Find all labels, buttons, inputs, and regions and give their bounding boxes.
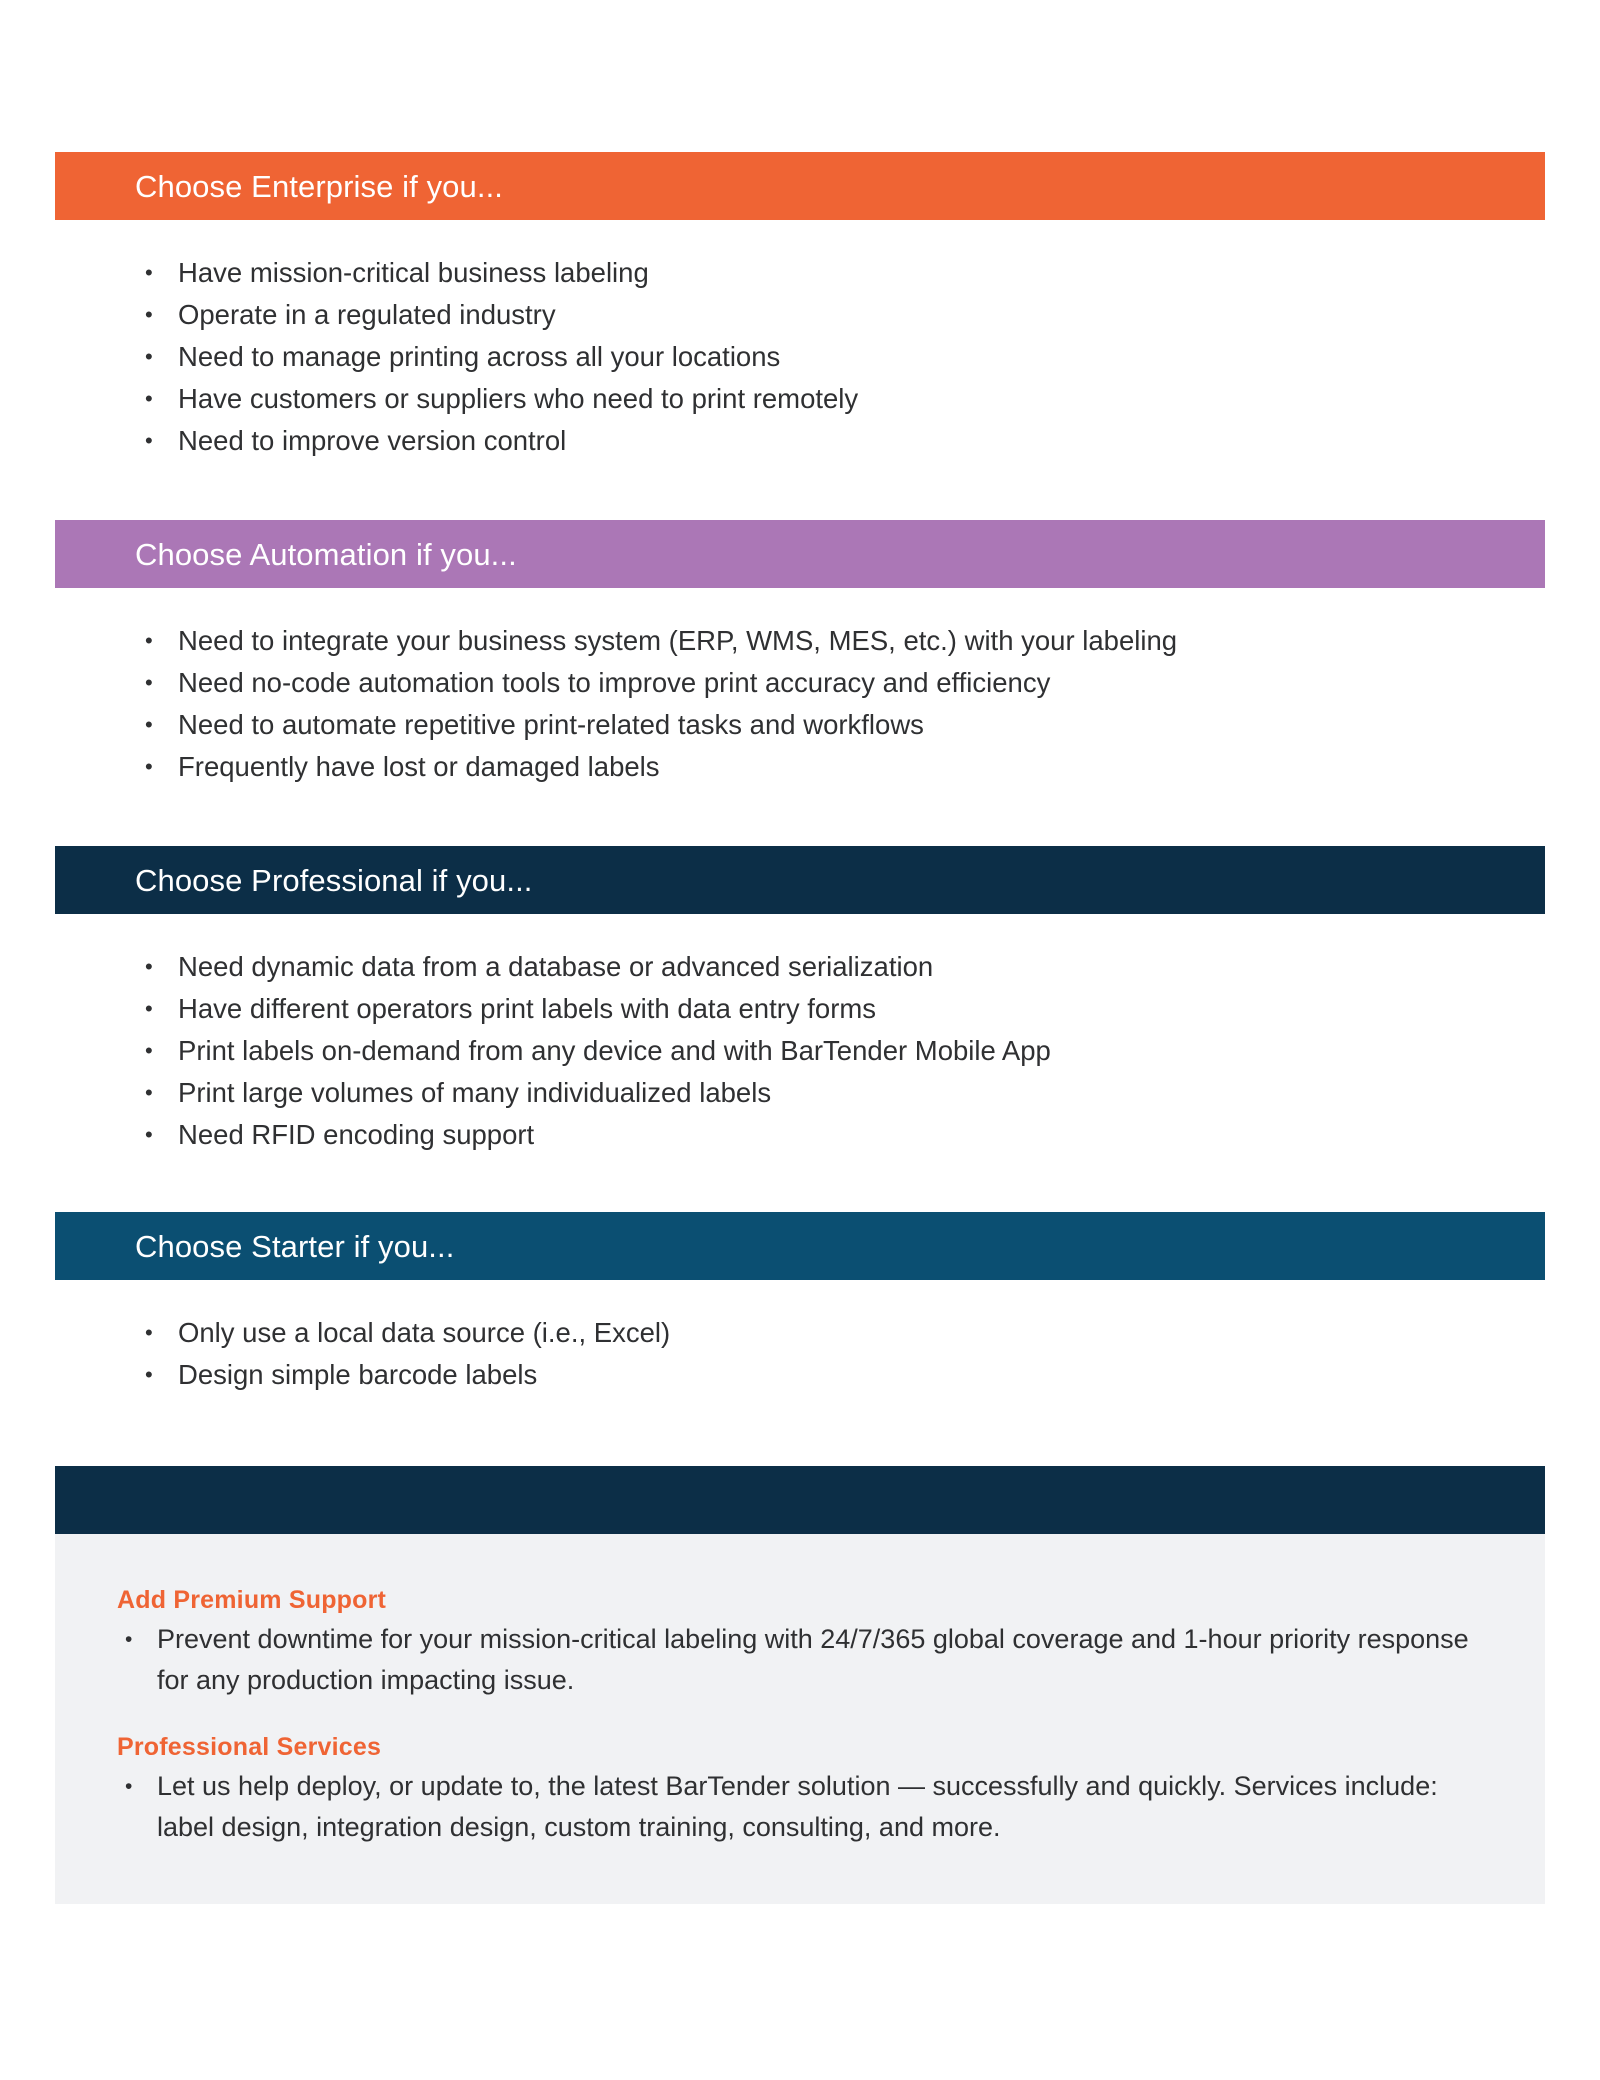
footer-divider-bar	[55, 1466, 1545, 1534]
list-item: • Print labels on-demand from any device and with BarTender Mobile App	[135, 1030, 1545, 1072]
list-item: • Print large volumes of many individualized labels	[135, 1072, 1545, 1114]
footer-bullet-list-professional-services	[117, 1766, 1483, 1848]
section-title-professional: Choose Professional if you...	[135, 862, 533, 898]
spacer	[55, 1396, 1545, 1466]
section-title-automation: Choose Automation if you...	[135, 536, 517, 572]
bullet-list-enterprise	[55, 220, 1545, 462]
list-item: • Need no-code automation tools to improve print accuracy and efficiency	[135, 662, 1545, 704]
list-item: • Need RFID encoding support	[135, 1114, 1545, 1156]
list-item: • Need to automate repetitive print-related tasks and workflows	[135, 704, 1545, 746]
footer-group-premium-support	[117, 1586, 1483, 1701]
footer-panel	[55, 1534, 1545, 1904]
list-item: • Have mission-critical business labeling	[135, 252, 1545, 294]
section-header-professional	[55, 846, 1545, 914]
section-title-starter: Choose Starter if you...	[135, 1228, 455, 1264]
section-header-starter	[55, 1212, 1545, 1280]
list-item: • Need to integrate your business system (ERP, WMS, MES, etc.) with your labeling	[135, 620, 1545, 662]
list-item: • Have customers or suppliers who need to print remotely	[135, 378, 1545, 420]
footer-group-professional-services	[117, 1733, 1483, 1848]
list-item: • Let us help deploy, or update to, the latest BarTender solution — successfully and quickly. Services include: label design, integration design, custom training, consulting, and more.	[117, 1766, 1483, 1848]
spacer	[55, 462, 1545, 520]
list-item: • Need to manage printing across all your locations	[135, 336, 1545, 378]
list-item: • Have different operators print labels with data entry forms	[135, 988, 1545, 1030]
section-header-enterprise	[55, 152, 1545, 220]
list-item: • Need dynamic data from a database or advanced serialization	[135, 946, 1545, 988]
list-item: • Operate in a regulated industry	[135, 294, 1545, 336]
spacer	[117, 1701, 1483, 1733]
list-item: • Only use a local data source (i.e., Excel)	[135, 1312, 1545, 1354]
footer-heading-professional-services: Professional Services	[117, 1733, 382, 1761]
bullet-list-automation	[55, 588, 1545, 788]
section-header-automation	[55, 520, 1545, 588]
list-item: • Need to improve version control	[135, 420, 1545, 462]
spacer	[55, 788, 1545, 846]
bullet-list-starter	[55, 1280, 1545, 1396]
list-item: • Design simple barcode labels	[135, 1354, 1545, 1396]
spacer	[55, 1156, 1545, 1212]
list-item: • Frequently have lost or damaged labels	[135, 746, 1545, 788]
footer-heading-premium-support: Add Premium Support	[117, 1586, 387, 1614]
bullet-list-professional	[55, 914, 1545, 1156]
footer-bullet-list-premium-support	[117, 1619, 1483, 1701]
list-item: • Prevent downtime for your mission-critical labeling with 24/7/365 global coverage and 1-hour priority response for any production impacting issue.	[117, 1619, 1483, 1701]
section-title-enterprise: Choose Enterprise if you...	[135, 168, 503, 204]
